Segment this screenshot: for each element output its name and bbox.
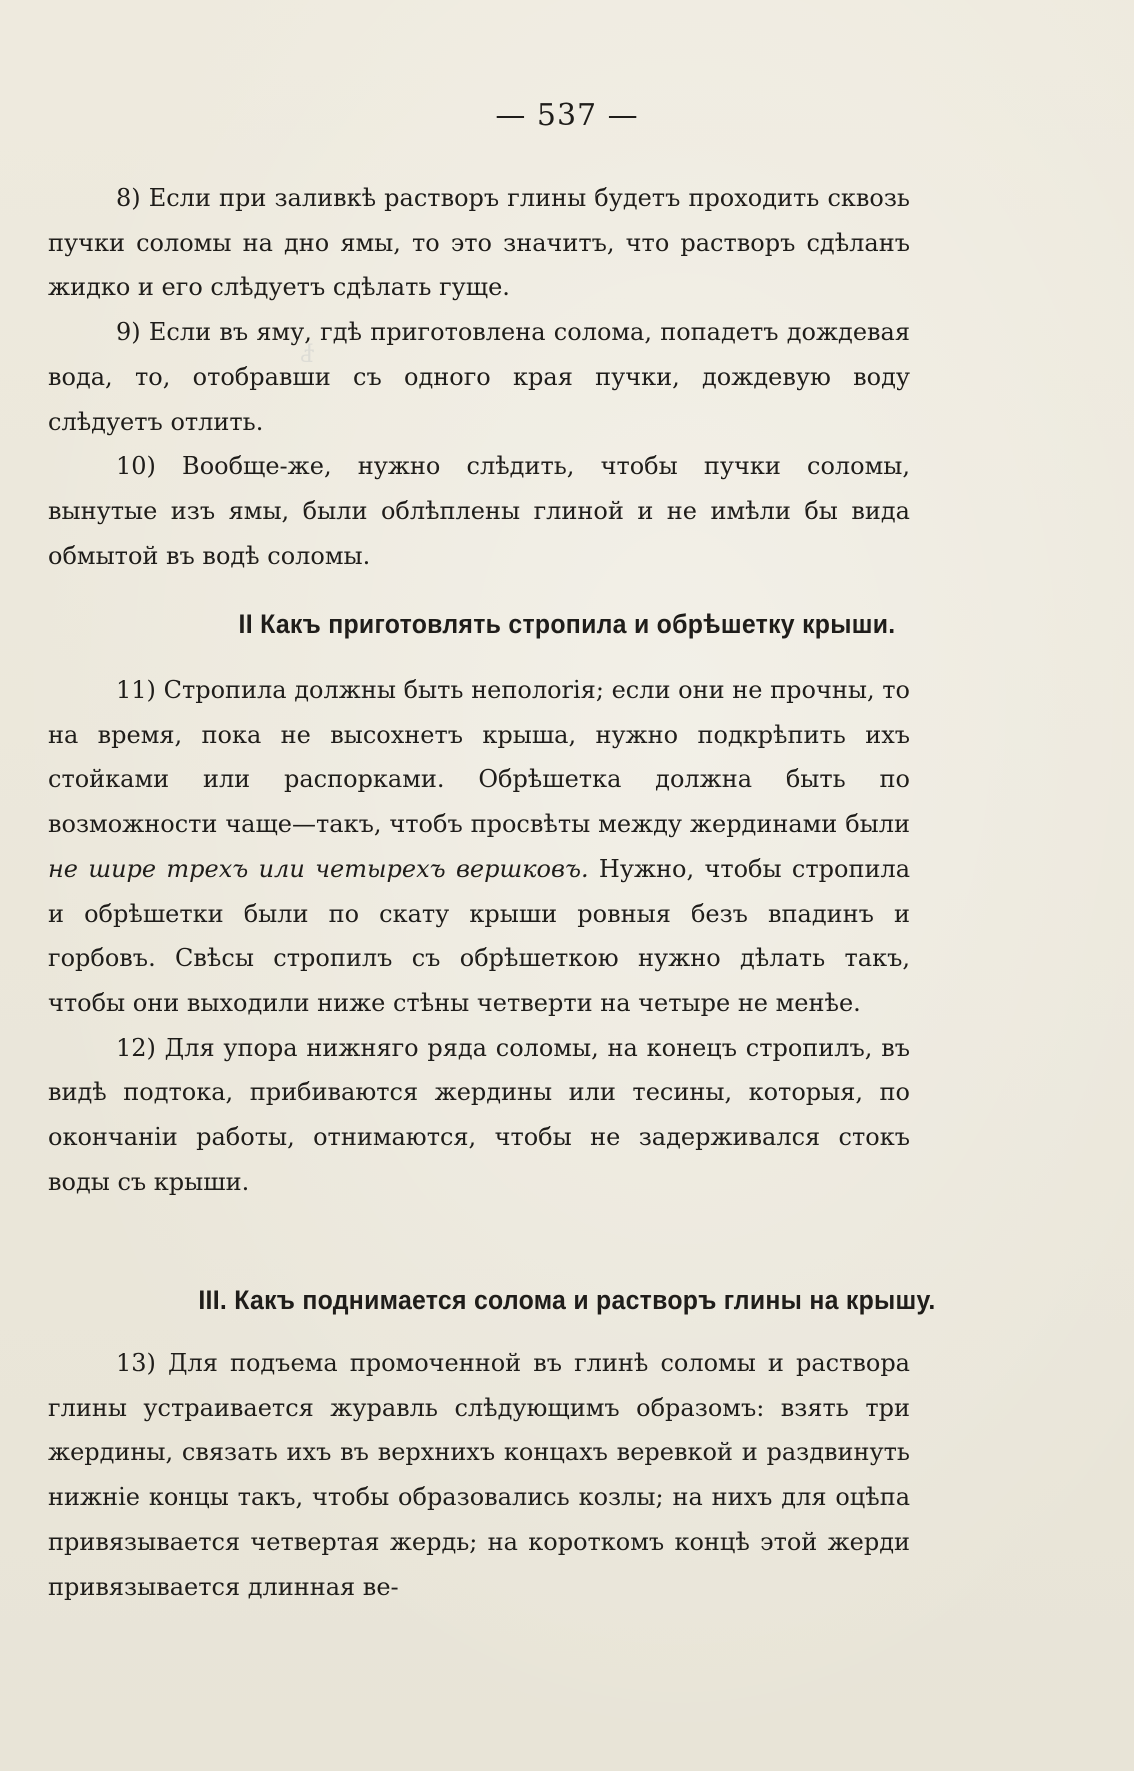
text-block-1 [48, 176, 910, 578]
page-number: — 537 — [495, 98, 639, 133]
paragraph-11-italic: не шире трехъ или четырехъ вершковъ. [48, 854, 589, 883]
text-block-2 [48, 668, 910, 1204]
section-heading-2: II Какъ приготовлять стропила и обрѣшетку крыши. [238, 609, 896, 639]
text-block-3 [48, 1341, 910, 1609]
paragraph-10: 10) Вообще-же, нужно слѣдить, чтобы пучки соломы, вынутые изъ ямы, были облѣплены глиной и не имѣли бы вида обмытой въ водѣ соломы. [48, 452, 910, 570]
show-through-text: ѣ [300, 340, 315, 368]
paragraph-12: 12) Для упора нижняго ряда соломы, на конецъ стропилъ, въ видѣ подтока, прибиваются жердины или тесины, которыя, по окончанiи работы, отнимаются, чтобы не задерживался стокъ воды съ крыши. [48, 1033, 910, 1196]
paragraph-8: 8) Если при заливкѣ растворъ глины будетъ проходить сквозь пучки соломы на дно ямы, то это значитъ, что растворъ сдѣланъ жидко и его слѣдуетъ сдѣлать гуще. [48, 184, 910, 302]
paragraph-11-start: 11) Стропила должны быть неполоriя; если они не прочны, то на время, пока не высохнетъ крыша, нужно подкрѣпить ихъ стойками или распорками. Обрѣшетка должна быть по возможности чаще—такъ, чтобъ просвѣты между жердинами были [48, 676, 910, 839]
paragraph-9: 9) Если въ яму, гдѣ приготовлена солома, попадетъ дождевая вода, то, отобравши съ одного края пучки, дождевую воду слѣдуетъ отлить. [48, 318, 910, 436]
section-heading-3: III. Какъ поднимается солома и растворъ глины на крышу. [198, 1285, 936, 1315]
paragraph-11-end: Нужно, чтобы стропила и обрѣшетки были по скату крыши ровныя безъ впадинъ и горбовъ. Свѣсы стропилъ съ обрѣшеткою нужно дѣлать такъ, чтобы они выходили ниже стѣны четверти на четыре не менѣе. [48, 854, 910, 1017]
paragraph-13: 13) Для подъема промоченной въ глинѣ соломы и раствора глины устраивается журавль слѣдующимъ образомъ: взять три жердины, связать ихъ въ верхнихъ концахъ веревкой и раздвинуть нижнiе концы такъ, чтобы образовались козлы; на нихъ для оцѣпа привязывается четвертая жердь; на короткомъ концѣ этой жерди привязывается длинная ве- [48, 1349, 910, 1601]
paragraph-11 [48, 668, 910, 1026]
